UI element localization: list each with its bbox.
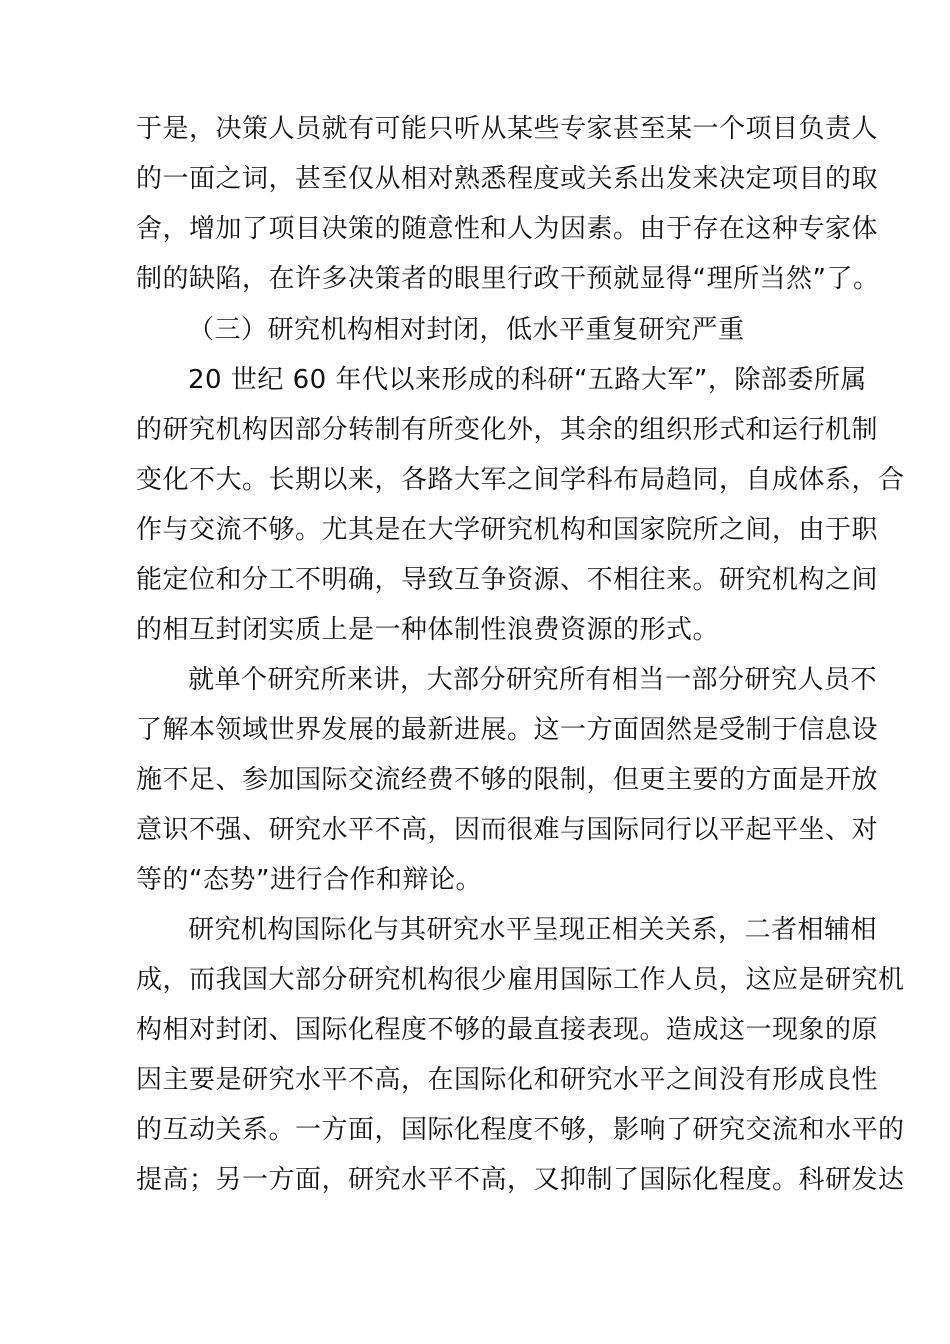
- paragraph-3-line-3: 施不足、参加国际交流经费不够的限制，但更主要的方面是开放: [136, 765, 879, 795]
- paragraph-4-line-2: 成，而我国大部分研究机构很少雇用国际工作人员，这应是研究机: [136, 965, 905, 995]
- paragraph-3-line-5: 等的“态势”进行合作和辩论。: [136, 865, 482, 895]
- paragraph-2-line-3: 变化不大。长期以来，各路大军之间学科布局趋同，自成体系，合: [136, 465, 905, 495]
- paragraph-2-line-4: 作与交流不够。尤其是在大学研究机构和国家院所之间，由于职: [136, 515, 879, 545]
- paragraph-2-line-6: 的相互封闭实质上是一种体制性浪费资源的形式。: [136, 615, 720, 645]
- paragraph-4-line-5: 的互动关系。一方面，国际化程度不够，影响了研究交流和水平的: [136, 1115, 905, 1145]
- paragraph-4-line-6: 提高；另一方面，研究水平不高，又抑制了国际化程度。科研发达: [136, 1165, 905, 1195]
- paragraph-3-line-1: 就单个研究所来讲，大部分研究所有相当一部分研究人员不: [188, 665, 878, 695]
- paragraph-2-line-1: 20 世纪 60 年代以来形成的科研“五路大军”，除部委所属: [188, 365, 867, 395]
- paragraph-4-line-3: 构相对封闭、国际化程度不够的最直接表现。造成这一现象的原: [136, 1015, 879, 1045]
- paragraph-3-line-2: 了解本领域世界发展的最新进展。这一方面固然是受制于信息设: [136, 715, 879, 745]
- paragraph-3-line-4: 意识不强、研究水平不高，因而很难与国际同行以平起平坐、对: [136, 815, 879, 845]
- section-heading: （三）研究机构相对封闭，低水平重复研究严重: [188, 315, 745, 345]
- paragraph-4-line-4: 因主要是研究水平不高，在国际化和研究水平之间没有形成良性: [136, 1065, 879, 1095]
- paragraph-1-line-4: 制的缺陷，在许多决策者的眼里行政干预就显得“理所当然”了。: [136, 264, 880, 294]
- paragraph-2-line-2: 的研究机构因部分转制有所变化外，其余的组织形式和运行机制: [136, 415, 879, 445]
- paragraph-4-line-1: 研究机构国际化与其研究水平呈现正相关关系，二者相辅相: [188, 915, 878, 945]
- paragraph-1-line-2: 的一面之词，甚至仅从相对熟悉程度或关系出发来决定项目的取: [136, 164, 879, 194]
- paragraph-2-line-5: 能定位和分工不明确，导致互争资源、不相往来。研究机构之间: [136, 565, 879, 595]
- paragraph-1-line-3: 舍，增加了项目决策的随意性和人为因素。由于存在这种专家体: [136, 214, 879, 244]
- paragraph-1-line-1: 于是，决策人员就有可能只听从某些专家甚至某一个项目负责人: [136, 114, 879, 144]
